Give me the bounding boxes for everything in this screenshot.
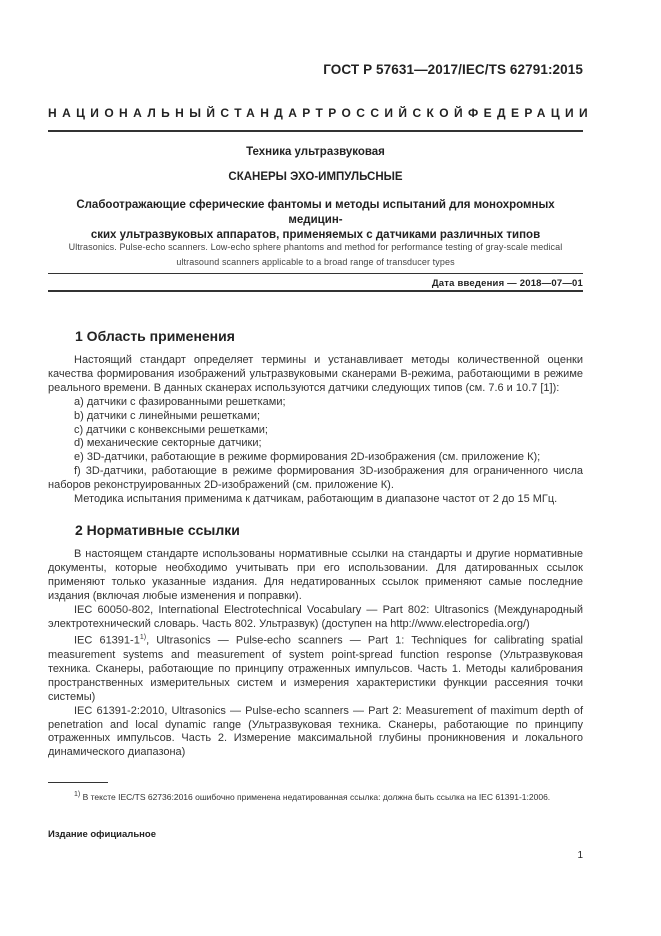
paragraph: Настоящий стандарт определяет термины и устанавливает методы количественной оценки качества формирования изображений ультразвуковыми сканерами В-режима, работающими в режиме реального времени. В данных сканерах используются датчики следующих типов (см. 7.6 и 10.7 [1]): bbox=[48, 354, 583, 394]
footnote-text: В тексте IEC/TS 62736:2016 ошибочно применена недатированная ссылка: должна быть ссылка на IEC 61391-1:2006. bbox=[80, 791, 551, 802]
title-english bbox=[48, 240, 583, 270]
reference-iec-61391-2: IEC 61391-2:2010, Ultrasonics — Pulse-echo scanners — Part 2: Measurement of maximum depth of penetration and local dynamic range (Ультразвуковая техника. Сканеры, работающие по принципу отраженных импульсов. Часть 2. Измерение максимальной глубины проникновения и локального динамического диапазона) bbox=[48, 704, 583, 759]
section-scope-body bbox=[48, 354, 583, 507]
reference-iec-61391-1 bbox=[48, 631, 583, 704]
date-divider-top bbox=[48, 273, 583, 274]
title-long-line: Слабоотражающие сферические фантомы и методы испытаний для монохромных медицин- bbox=[76, 199, 555, 226]
list-item: f) 3D-датчики, работающие в режиме формирования 3D-изображения для ограниченного числа наборов реконструированных 2D-изображений (см. приложение К). bbox=[48, 465, 583, 492]
paragraph: Методика испытания применима к датчикам, работающим в диапазоне частот от 2 до 15 МГц. bbox=[74, 493, 558, 506]
top-divider bbox=[48, 130, 583, 132]
title-long bbox=[48, 198, 583, 243]
national-standard-banner bbox=[48, 106, 594, 120]
page-number: 1 bbox=[577, 850, 583, 861]
section-heading-normative-refs: 2 Нормативные ссылки bbox=[75, 522, 240, 538]
title-english-line: ultrasound scanners applicable to a broad range of transducer types bbox=[176, 257, 455, 267]
footnote-number: 1) bbox=[74, 791, 81, 798]
banner-word: НАЦИОНАЛЬНЫЙ bbox=[48, 106, 221, 120]
list-item: c) датчики с конвексными решетками; bbox=[74, 423, 268, 436]
footnote bbox=[48, 788, 583, 804]
list-item: e) 3D-датчики, работающие в режиме формирования 2D-изображения (см. приложение К); bbox=[74, 451, 541, 464]
reference-text: , Ultrasonics — Pulse-echo scanners — Part 1: Techniques for calibrating spatial measurement systems and measurement of system point-spread function response (Ультразвуковая техника. Сканеры, работающие по принципу отраженных импульсов. Часть 1. Методы калибрования пространственных измерительных систем и измерения характеристики функции рассеяния точки системы) bbox=[48, 635, 583, 703]
introduction-date: Дата введения — 2018—07—01 bbox=[431, 278, 583, 289]
list-item: d) механические секторные датчики; bbox=[74, 437, 262, 450]
footnote-marker[interactable]: 1) bbox=[139, 634, 147, 642]
reference-id: IEC 61391-1 bbox=[74, 635, 140, 648]
reference-iec-60050: IEC 60050-802, International Electrotechnical Vocabulary — Part 802: Ultrasonics (Международный электротехнический словарь. Часть 802. Ультразвук) (доступен на http://www.electropedia.org/) bbox=[48, 603, 583, 630]
banner-word: ФЕДЕРАЦИИ bbox=[468, 106, 594, 120]
title-category: Техника ультразвуковая bbox=[246, 146, 385, 158]
paragraph: В настоящем стандарте использованы нормативные ссылки на стандарты и другие нормативные документы, которые необходимо учитывать при его использовании. Для датированных ссылок применяют только указанные издания. Для недатированных ссылок применяют самые последние издания (включая любые изменения и поправки). bbox=[48, 548, 583, 602]
gost-number: ГОСТ Р 57631—2017/IEC/TS 62791:2015 bbox=[323, 62, 583, 77]
list-item: b) датчики с линейными решетками; bbox=[74, 409, 261, 422]
list-item: a) датчики с фазированными решетками; bbox=[74, 395, 286, 408]
title-long-line: ских ультразвуковых аппаратов, применяемых с датчиками различных типов bbox=[90, 229, 541, 241]
section-heading-scope: 1 Область применения bbox=[75, 328, 235, 344]
section-normative-refs-body bbox=[48, 548, 583, 760]
footnote-divider bbox=[48, 782, 108, 783]
official-edition-label: Издание официальное bbox=[48, 829, 156, 840]
banner-word: РОССИЙСКОЙ bbox=[328, 106, 469, 120]
title-english-line: Ultrasonics. Pulse-echo scanners. Low-echo sphere phantoms and method for performance testing of gray-scale medical bbox=[68, 242, 563, 252]
date-divider-bottom bbox=[48, 290, 583, 292]
banner-word: СТАНДАРТ bbox=[220, 106, 329, 120]
title-main: СКАНЕРЫ ЭХО-ИМПУЛЬСНЫЕ bbox=[228, 171, 403, 183]
